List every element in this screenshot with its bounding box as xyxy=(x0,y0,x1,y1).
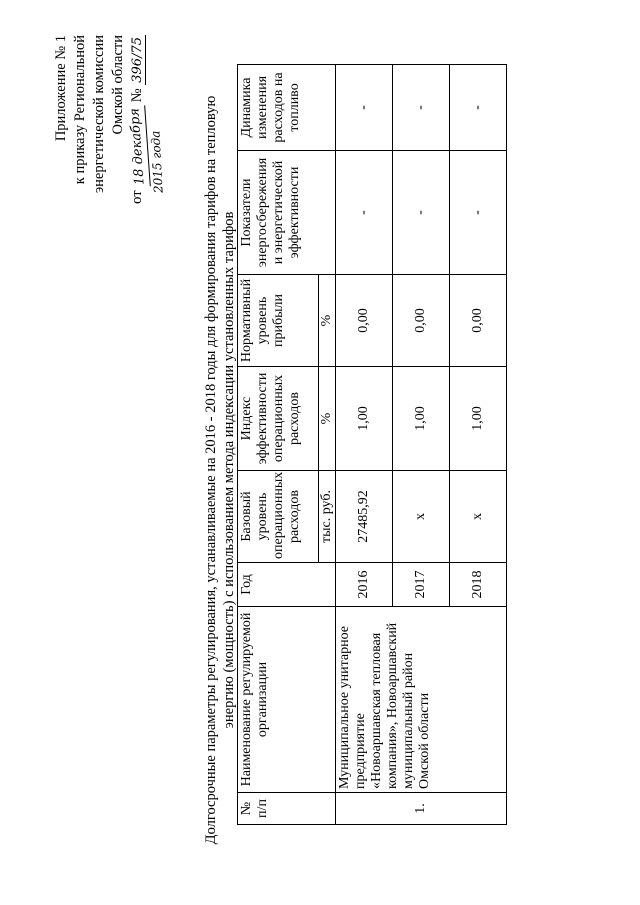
unit-base-level: тыс. руб. xyxy=(319,471,336,563)
handwritten-year: 2015 года xyxy=(148,130,166,194)
cell-base-level: 27485,92 xyxy=(336,471,393,563)
document-title-line-2: энергию (мощность) с использованием метода индексации установленных тарифов xyxy=(221,211,237,729)
document-title xyxy=(202,90,238,850)
appendix-commission-line: энергетической комиссии xyxy=(91,35,107,194)
cell-profit-level: 0,00 xyxy=(450,275,507,367)
table-row xyxy=(336,65,393,825)
cell-efficiency-index: 1,00 xyxy=(450,367,507,471)
header-number: № п/п xyxy=(238,793,336,825)
row-number: 1. xyxy=(336,793,507,825)
handwritten-date: 18 декабря xyxy=(125,105,151,187)
cell-base-level: х xyxy=(450,471,507,563)
cell-energy-saving: - xyxy=(450,151,507,275)
header-energy-saving: Показатели энергосбережения и энергетической эффективности xyxy=(238,151,336,275)
cell-fuel-dynamics: - xyxy=(336,65,393,151)
header-year: Год xyxy=(238,563,336,607)
cell-energy-saving: - xyxy=(393,151,450,275)
header-organization: Наименование регулируемой организации xyxy=(238,607,336,793)
cell-energy-saving: - xyxy=(336,151,393,275)
cell-profit-level: 0,00 xyxy=(393,275,450,367)
unit-efficiency-index: % xyxy=(319,367,336,471)
unit-profit-level: % xyxy=(319,275,336,367)
cell-year: 2017 xyxy=(393,563,450,607)
appendix-region-line: Омской области xyxy=(110,35,126,135)
appendix-date-line xyxy=(128,35,148,225)
organization-name: Муниципальное унитарное предприятие «Новоаршавская тепловая компания», Новоаршавский муниципальный район Омской области xyxy=(336,607,507,793)
cell-fuel-dynamics: - xyxy=(393,65,450,151)
header-efficiency-index: Индекс эффективности операционных расходов xyxy=(238,367,319,471)
cell-efficiency-index: 1,00 xyxy=(393,367,450,471)
cell-year: 2018 xyxy=(450,563,507,607)
parameters-table xyxy=(237,64,507,825)
document-title-line-1: Долгосрочные параметры регулирования, устанавливаемые на 2016 - 2018 годы для формирования тарифов на тепловую xyxy=(203,95,219,845)
cell-year: 2016 xyxy=(336,563,393,607)
appendix-order-line: к приказу Региональной xyxy=(72,35,88,185)
appendix-header xyxy=(52,35,166,225)
header-base-level: Базовый уровень операционных расходов xyxy=(238,471,319,563)
number-label: № xyxy=(129,88,145,103)
handwritten-number: 396/75 xyxy=(130,37,145,83)
header-fuel-dynamics: Динамика изменения расходов на топливо xyxy=(238,65,336,151)
cell-base-level: х xyxy=(393,471,450,563)
cell-efficiency-index: 1,00 xyxy=(336,367,393,471)
cell-fuel-dynamics: - xyxy=(450,65,507,151)
appendix-title: Приложение № 1 xyxy=(53,35,69,142)
date-prefix: от xyxy=(129,190,145,204)
table-header-row xyxy=(238,65,319,825)
header-profit-level: Нормативный уровень прибыли xyxy=(238,275,319,367)
cell-profit-level: 0,00 xyxy=(336,275,393,367)
